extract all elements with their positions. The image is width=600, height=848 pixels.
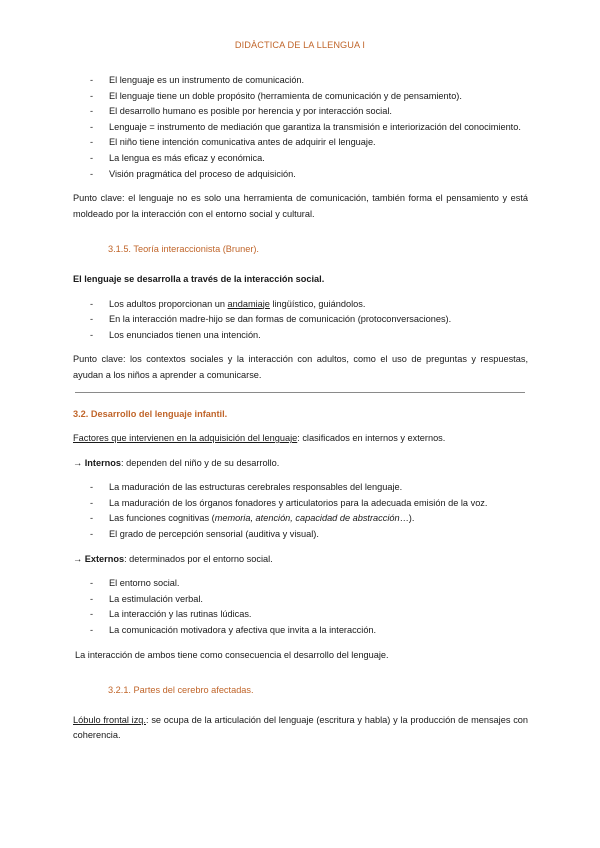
internos-heading: → Internos: dependen del niño y de su desarrollo. bbox=[73, 457, 280, 468]
list-item: - La lengua es más eficaz y económica. bbox=[73, 151, 528, 167]
subsection-heading-bruner: 3.1.5. Teoría interaccionista (Bruner). bbox=[108, 244, 259, 255]
list-item: - Visión pragmática del proceso de adquisición. bbox=[73, 167, 528, 183]
arrow-icon: → bbox=[73, 553, 85, 564]
externos-list bbox=[73, 576, 528, 638]
factores-paragraph: Factores que intervienen en la adquisición del lenguaje: clasificados en internos y externos. bbox=[73, 433, 446, 444]
list-item: - La maduración de los órganos fonadores y articulatorios para la adecuada emisión de la voz. bbox=[73, 496, 528, 512]
arrow-icon: → bbox=[73, 457, 85, 468]
list-item: - Las funciones cognitivas (memoria, atención, capacidad de abstracción…). bbox=[73, 511, 528, 527]
key-point-paragraph: Punto clave: los contextos sociales y la interacción con adultos, como el uso de preguntas y respuestas, ayudan a los niños a aprender a comunicarse. bbox=[73, 354, 528, 380]
intro-list bbox=[73, 73, 528, 182]
list-item: - La estimulación verbal. bbox=[73, 592, 528, 608]
key-point-paragraph: Punto clave: el lenguaje no es solo una herramienta de comunicación, también forma el pensamiento y está moldeado por la interacción con el entorno social y cultural. bbox=[73, 193, 528, 219]
list-item: - Lenguaje = instrumento de mediación que garantiza la transmisión e interiorización del conocimiento. bbox=[73, 120, 528, 136]
list-item: - El lenguaje es un instrumento de comunicación. bbox=[73, 73, 528, 89]
lobulo-paragraph: Lóbulo frontal izq.: se ocupa de la articulación del lenguaje (escritura y habla) y la producción de mensajes con coherencia. bbox=[73, 714, 529, 741]
list-item: - La comunicación motivadora y afectiva que invita a la interacción. bbox=[73, 623, 528, 639]
andamiaje-term: andamiaje bbox=[227, 298, 270, 309]
bruner-list bbox=[73, 297, 528, 344]
list-item: - El lenguaje tiene un doble propósito (herramienta de comunicación y de pensamiento). bbox=[73, 89, 528, 105]
list-item: - El entorno social. bbox=[73, 576, 528, 592]
bold-statement: El lenguaje se desarrolla a través de la interacción social. bbox=[73, 273, 325, 284]
list-item: - La interacción y las rutinas lúdicas. bbox=[73, 607, 528, 623]
internos-list bbox=[73, 480, 528, 542]
list-item: - El grado de percepción sensorial (auditiva y visual). bbox=[73, 527, 528, 543]
conclusion-paragraph: La interacción de ambos tiene como consecuencia el desarrollo del lenguaje. bbox=[75, 649, 389, 660]
subsection-heading-3-2-1: 3.2.1. Partes del cerebro afectadas. bbox=[108, 685, 254, 696]
section-heading-3-2: 3.2. Desarrollo del lenguaje infantil. bbox=[73, 408, 228, 419]
page-header: DIDÀCTICA DE LA LLENGUA I bbox=[234, 40, 366, 50]
list-item: - El niño tiene intención comunicativa antes de adquirir el lenguaje. bbox=[73, 135, 528, 151]
page-content bbox=[73, 73, 528, 744]
list-item: - Los adultos proporcionan un andamiaje lingüístico, guiándolos. bbox=[73, 297, 528, 313]
externos-heading: → Externos: determinados por el entorno social. bbox=[73, 553, 273, 564]
list-item: - La maduración de las estructuras cerebrales responsables del lenguaje. bbox=[73, 480, 528, 496]
list-item: - Los enunciados tienen una intención. bbox=[73, 328, 528, 344]
list-item: - En la interacción madre-hijo se dan formas de comunicación (protoconversaciones). bbox=[73, 312, 528, 328]
list-item: - El desarrollo humano es posible por herencia y por interacción social. bbox=[73, 104, 528, 120]
